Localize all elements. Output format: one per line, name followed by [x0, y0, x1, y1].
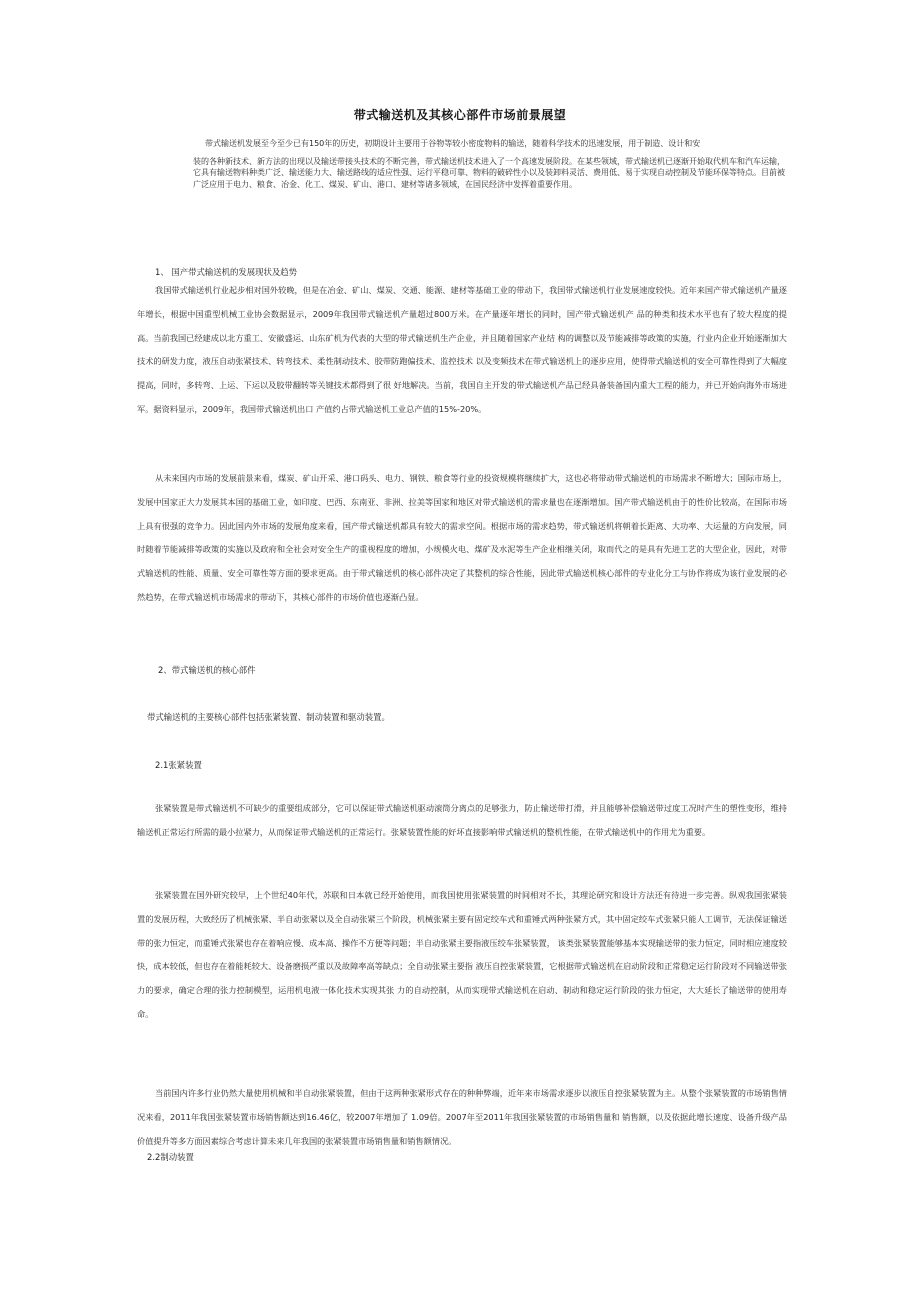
intro-first-line: 带式输送机发展至今至少已有150年的历史，初期设计主要用于谷物等较小密度物料的输送，随着科学技术的迅速发展，用于制造、设计和安 [205, 139, 701, 148]
document-title: 带式输送机及其核心部件市场前景展望 [353, 108, 567, 122]
intro-paragraph [193, 138, 785, 190]
section-2-1-heading: 2.1张紧装置 [155, 760, 202, 770]
intro-rest: 装的各种新技术、新方法的出现以及输送带接头技术的不断完善，带式输送机技术进入了一个高速发展阶段。在某些领域，带式输送机已逐渐开始取代机车和汽车运输，它具有输送物料种类广泛、输送能力大、输送路线的适应性强、运行平稳可靠、物料的破碎性小以及装卸料灵活、费用低、易于实现自动控制及节能环保等特点。目前被广泛应用于电力、粮食、冶金、化工、煤炭、矿山、港口、建材等诸多领域，在国民经济中发挥着重要作用。 [193, 156, 785, 189]
section-2-2-heading: 2.2制动装置 [147, 1152, 194, 1162]
section-2-heading: 2、带式输送机的核心部件 [158, 665, 256, 675]
section-2-1-paragraph-2: 张紧装置在国外研究较早，上个世纪40年代，苏联和日本就已经开始使用，而我国使用张紧装置的时间相对不长，其理论研究和设计方法还有待进一步完善。纵观我国张紧装置的发展历程，大致经历了机械张紧、半自动张紧以及全自动张紧三个阶段，机械张紧主要有固定绞车式和重锤式两种张紧方式，其中固定绞车式张紧只能人工调节，无法保证输送带的张力恒定，而重锤式张紧也存在着响应慢、成本高、操作不方便等问题；半自动张紧主要指液压绞车张紧装置， 该类张紧装置能够基本实现输送带的张力恒定，同时相应速度较快，成本较低，但也存在着能耗较大、设备磨损严重以及故障率高等缺点；全自动张紧主要指 液压自控张紧装置，它根据带式输送机在启动阶段和正常稳定运行阶段对不同输送带张力的要求，确定合理的张力控制模型，运用机电液一体化技术实现其张 力的自动控制，从而实现带式输送机在启动、制动和稳定运行阶段的张力恒定，大大延长了输送带的使用寿命。 [137, 890, 787, 1019]
section-1-paragraph-1: 我国带式输送机行业起步相对国外较晚，但是在冶金、矿山、煤炭、交通、能源、建材等基础工业的带动下，我国带式输送机行业发展速度较快。近年来国产带式输送机产量逐年增长，根据中国重型机械工业协会数据显示，2009年我国带式输送机产量超过800万米。在产量逐年增长的同时，国产带式输送机产 品的种类和技术水平也有了较大程度的提高。当前我国已经建成以北方重工、安徽盛运、山东矿机为代表的大型的带式输送机生产企业，并且随着国家产业结 构的调整以及节能减排等政策的实施，行业内企业开始逐渐加大技术的研发力度，液压自动张紧技术、转弯技术、柔性制动技术、胶带防跑偏技术、监控技术 以及变频技术在带式输送机上的逐步应用，使得带式输送机的安全可靠性得到了大幅度提高，同时，多转弯、上运、下运以及胶带翻转等关键技术都得到了很 好地解决。当前，我国自主开发的带式输送机产品已经具备装备国内重大工程的能力，并已开始向海外市场进军。据资料显示，2009年，我国带式输送机出口 产值约占带式输送机工业总产值的15%-20%。 [137, 285, 787, 414]
section-1-heading: 1、 国产带式输送机的发展现状及趋势 [155, 267, 297, 277]
section-2-1-paragraph-3: 当前国内许多行业仍然大量使用机械和半自动张紧装置，但由于这两种张紧形式存在的种种弊端，近年来市场需求逐步以液压自控张紧装置为主。从整个张紧装置的市场销售情况来看，2011年我国张紧装置市场销售额达到16.46亿，较2007年增加了 1.09倍。2007年至2011年我国张紧装置的市场销售量和 销售额，以及依据此增长速度、设备升级产品价值提升等多方面因素综合考虑计算未来几年我国的张紧装置市场销售量和销售额情况。 [137, 1088, 787, 1146]
section-2-paragraph: 带式输送机的主要核心部件包括张紧装置、制动装置和驱动装置。 [147, 712, 390, 722]
section-1-paragraph-2: 从未来国内市场的发展前景来看，煤炭、矿山开采、港口码头、电力、钢铁、粮食等行业的投资规模将继续扩大，这也必将带动带式输送机的市场需求不断增大；国际市场上，发展中国家正大力发展其本国的基础工业，如印度、巴西、东南亚、非洲、拉美等国家和地区对带式输送机的需求量也在逐渐增加。国产带式输送机由于的性价比较高，在国际市场上具有很强的竞争力。因此国内外市场的发展角度来看，国产带式输送机都具有较大的需求空间。根据市场的需求趋势，带式输送机将朝着长距离、大功率、大运量的方向发展，同时随着节能减排等政策的实施以及政府和全社会对安全生产的重视程度的增加，小规模火电、煤矿及水泥等生产企业相继关闭，取而代之的是具有先进工艺的大型企业，因此，对带式输送机的性能、质量、安全可靠性等方面的要求更高。由于带式输送机的核心部件决定了其整机的综合性能，因此带式输送机核心部件的专业化分工与协作将成为该行业发展的必然趋势，在带式输送机市场需求的带动下，其核心部件的市场价值也逐渐凸显。 [137, 473, 787, 602]
section-2-1-paragraph-1: 张紧装置是带式输送机不可缺少的重要组成部分，它可以保证带式输送机驱动滚筒分离点的足够张力，防止输送带打滑，并且能够补偿输送带过度工况时产生的塑性变形，维持输送机正常运行所需的最小拉紧力，从而保证带式输送机的正常运行。张紧装置性能的好坏直接影响带式输送机的整机性能，在带式输送机中的作用尤为重要。 [137, 803, 787, 837]
